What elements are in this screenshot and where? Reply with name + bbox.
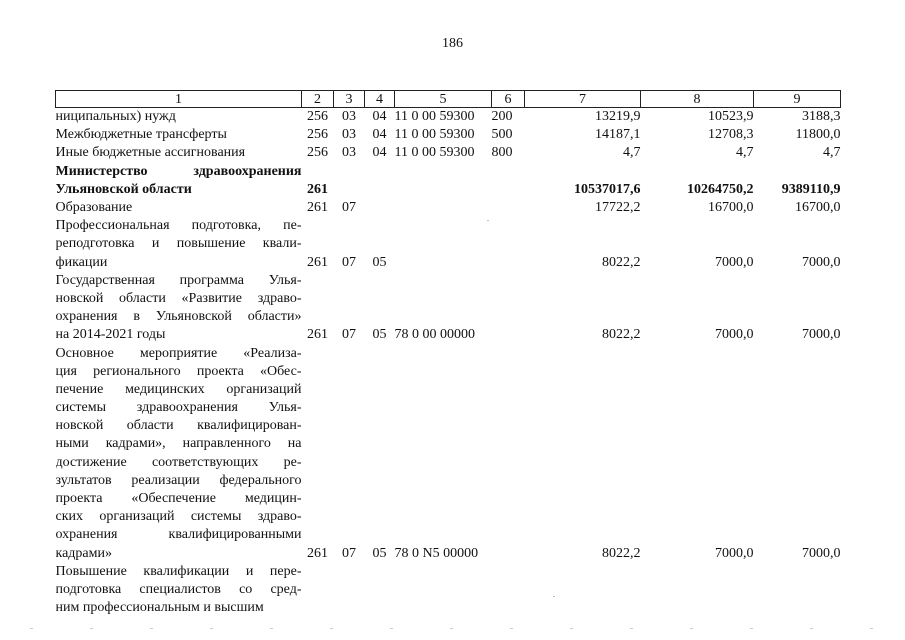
row-name-line: Министерство здравоохранения — [55, 163, 302, 179]
row-name — [56, 272, 302, 345]
row-name-line: ских организаций системы здраво- — [55, 509, 302, 525]
subsection-code — [365, 563, 395, 618]
amount-col8: 12708,3 — [708, 127, 754, 143]
row-name-line: новской области «Развитие здраво- — [55, 290, 302, 306]
section-code: 03 — [342, 127, 356, 143]
expense-type-code — [492, 272, 525, 345]
expense-type-code — [492, 563, 525, 618]
column-header-8: 8 — [641, 91, 754, 108]
row-name-line: новской области квалифицирован- — [55, 418, 302, 434]
subsection-code: 04 — [372, 127, 387, 143]
table-row — [56, 272, 841, 345]
row-name-line: печение медицинских организаций — [55, 381, 302, 397]
column-header-7: 7 — [525, 91, 641, 108]
section-code: 07 — [342, 545, 356, 561]
subsection-code: 04 — [372, 109, 387, 124]
expense-type-code: 800 — [491, 145, 513, 161]
row-name — [56, 345, 302, 563]
row-name-line: на 2014-2021 годы — [55, 327, 166, 343]
amount-col8 — [641, 563, 754, 618]
row-name-line: охранения в Ульяновской области» — [55, 309, 302, 325]
target-article-code: 78 0 00 00000 — [394, 327, 475, 343]
ministry-code — [302, 563, 334, 618]
scan-speck — [487, 220, 489, 221]
amount-col7: 17722,2 — [595, 199, 641, 215]
scan-edge-noise — [30, 628, 880, 629]
amount-col9: 9389110,9 — [781, 181, 841, 197]
row-name-line: Государственная программа Улья- — [55, 272, 302, 288]
amount-col9: 4,7 — [823, 145, 841, 161]
table-row — [56, 217, 841, 272]
row-name — [56, 163, 302, 199]
row-name — [56, 108, 302, 127]
amount-col9: 3188,3 — [802, 109, 841, 124]
amount-col8: 7000,0 — [715, 545, 754, 561]
table-row — [56, 163, 841, 199]
amount-col7 — [525, 563, 641, 618]
amount-col7: 10537017,6 — [574, 181, 641, 197]
row-name-line: проекта «Обеспечение медицин- — [55, 491, 302, 506]
column-header-4: 4 — [365, 91, 395, 108]
section-code: 03 — [342, 145, 356, 161]
row-name-line: Образование — [55, 200, 133, 215]
expense-type-code — [492, 163, 525, 199]
row-name-line: реподготовка и повышение квали- — [55, 236, 302, 252]
table-row — [56, 126, 841, 144]
target-article-code: 11 0 00 59300 — [394, 109, 475, 124]
row-name-line: ными кадрами», направленного на — [55, 436, 302, 452]
row-name-line: Повышение квалификации и пере- — [55, 563, 302, 579]
budget-table — [55, 90, 841, 617]
section-code: 07 — [342, 327, 356, 343]
ministry-code: 261 — [307, 327, 328, 343]
row-name-line: Ульяновской области — [55, 181, 192, 197]
amount-col8: 7000,0 — [715, 254, 754, 270]
row-name-line: фикации — [55, 254, 108, 270]
ministry-code: 261 — [307, 199, 328, 215]
page-number: 186 — [442, 36, 463, 51]
ministry-code: 261 — [307, 545, 328, 561]
section-code: 07 — [342, 254, 356, 270]
row-name-line: достижение соответствующих ре- — [55, 454, 302, 470]
amount-col8: 4,7 — [736, 145, 754, 161]
subsection-code — [365, 163, 395, 199]
amount-col9: 7000,0 — [802, 327, 841, 343]
expense-type-code: 200 — [491, 109, 513, 124]
target-article-code — [395, 217, 492, 272]
row-name — [56, 217, 302, 272]
table-body — [56, 108, 841, 618]
section-code: 03 — [342, 109, 356, 124]
row-name-line: кадрами» — [55, 545, 112, 561]
row-name-line: Профессиональная подготовка, пе- — [55, 218, 302, 234]
target-article-code — [395, 163, 492, 199]
amount-col7: 8022,2 — [602, 545, 641, 561]
ministry-code: 256 — [307, 127, 328, 143]
column-header-3: 3 — [334, 91, 365, 108]
row-name-line: ним профессиональным и высшим — [55, 600, 264, 616]
amount-col8: 16700,0 — [708, 199, 754, 215]
row-name-line: ниципальных) нужд — [55, 109, 176, 125]
table-row — [56, 108, 841, 127]
row-name — [56, 144, 302, 162]
row-name-line: системы здравоохранения Улья- — [55, 400, 302, 416]
column-header-6: 6 — [492, 91, 525, 108]
row-name-line: Иные бюджетные ассигнования — [55, 145, 246, 161]
table-row — [56, 345, 841, 563]
scan-speck — [553, 596, 555, 597]
row-name — [56, 199, 302, 217]
ministry-code: 261 — [307, 181, 328, 197]
row-name — [56, 563, 302, 618]
section-code: 07 — [342, 199, 356, 215]
amount-col7: 4,7 — [623, 145, 641, 161]
amount-col8: 10264750,2 — [687, 181, 754, 197]
table-row — [56, 199, 841, 217]
column-header-2: 2 — [302, 91, 334, 108]
target-article-code: 11 0 00 59300 — [394, 127, 475, 143]
amount-col9: 7000,0 — [802, 254, 841, 270]
target-article-code — [395, 563, 492, 618]
amount-col8: 7000,0 — [715, 327, 754, 343]
table-row — [56, 563, 841, 618]
target-article-code: 78 0 N5 00000 — [394, 545, 479, 561]
amount-col7: 8022,2 — [602, 254, 641, 270]
target-article-code — [395, 199, 492, 217]
table-row — [56, 144, 841, 162]
amount-col7: 14187,1 — [595, 127, 641, 143]
column-header-5: 5 — [395, 91, 492, 108]
ministry-code: 261 — [307, 254, 328, 270]
header-row — [56, 91, 841, 108]
amount-col7: 13219,9 — [595, 109, 641, 124]
expense-type-code: 500 — [491, 127, 513, 143]
amount-col8: 10523,9 — [708, 109, 754, 124]
column-header-9: 9 — [754, 91, 841, 108]
amount-col9: 7000,0 — [802, 545, 841, 561]
section-code — [334, 563, 365, 618]
row-name-line: Основное мероприятие «Реализа- — [55, 345, 302, 361]
expense-type-code — [492, 345, 525, 563]
subsection-code: 05 — [372, 545, 387, 561]
row-name-line: ция регионального проекта «Обес- — [55, 363, 302, 379]
subsection-code: 05 — [372, 254, 387, 270]
row-name-line: зультатов реализации федерального — [55, 472, 302, 488]
row-name-line: Межбюджетные трансферты — [55, 127, 227, 143]
amount-col7: 8022,2 — [602, 327, 641, 343]
column-header-1: 1 — [56, 91, 302, 108]
section-code — [334, 163, 365, 199]
amount-col9 — [754, 563, 841, 618]
amount-col9: 16700,0 — [795, 199, 841, 215]
row-name — [56, 126, 302, 144]
row-name-line: охранения квалифицированными — [55, 527, 302, 543]
amount-col9: 11800,0 — [795, 127, 841, 143]
expense-type-code — [492, 217, 525, 272]
ministry-code: 256 — [307, 145, 328, 161]
subsection-code — [365, 199, 395, 217]
target-article-code: 11 0 00 59300 — [394, 145, 475, 161]
subsection-code: 04 — [372, 145, 387, 161]
expense-type-code — [492, 199, 525, 217]
subsection-code: 05 — [372, 327, 387, 343]
ministry-code: 256 — [307, 109, 328, 124]
row-name-line: подготовка специалистов со сред- — [55, 581, 302, 597]
